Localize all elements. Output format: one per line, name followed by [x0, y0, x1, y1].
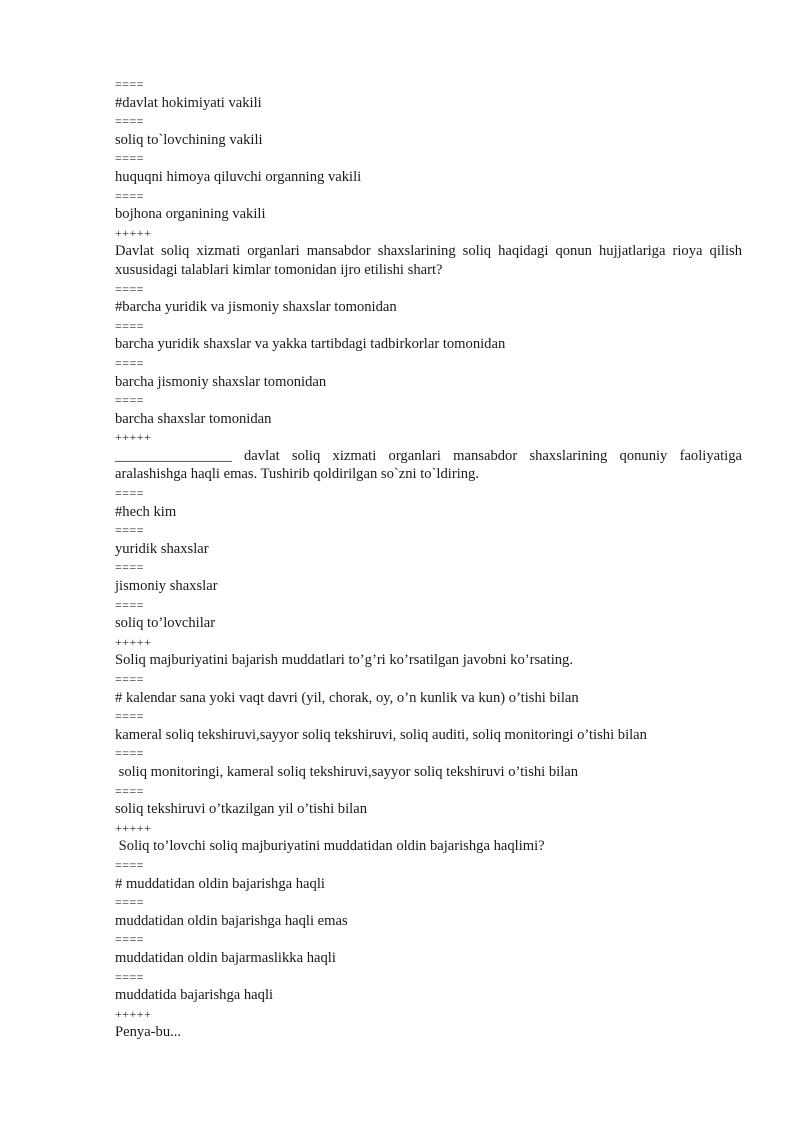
text-line: jismoniy shaxslar: [115, 578, 218, 595]
answer-separator: ====: [115, 560, 145, 575]
correct-answer-option: #hech kim: [115, 503, 177, 520]
text-line: yuridik shaxslar: [115, 540, 209, 557]
text-line: muddatida bajarishga haqli: [115, 987, 274, 1004]
answer-separator: ====: [115, 318, 145, 333]
text-line: soliq to`lovchining vakili: [115, 131, 263, 148]
answer-separator: ====: [115, 746, 145, 761]
answer-separator: ====: [115, 709, 145, 724]
answer-separator: ====: [115, 77, 145, 91]
answer-separator: ====: [115, 895, 145, 910]
answer-separator: ====: [115, 281, 145, 296]
question-separator: +++++: [115, 1006, 152, 1021]
question-separator: +++++: [115, 820, 152, 835]
text-line: Soliq to’lovchi soliq majburiyatini muddatidan oldin bajarishga haqlimi?: [115, 838, 545, 855]
answer-separator: ====: [115, 393, 145, 408]
answer-separator: ====: [115, 188, 145, 203]
answer-separator: ====: [115, 151, 145, 166]
answer-separator: ====: [115, 597, 145, 612]
question-text: Davlat soliq xizmati organlari mansabdor shaxslarining soliq haqidagi qonun hujjatlariga rioya qilish xususidagi talablari kimlar tomonidan ijro etilishi shart?: [115, 243, 746, 278]
answer-separator: ====: [115, 783, 145, 798]
correct-answer-option: # kalendar sana yoki vaqt davri (yil, chorak, oy, o’n kunlik va kun) o’tishi bilan: [115, 689, 579, 706]
answer-separator: ====: [115, 672, 145, 686]
answer-separator: ====: [115, 114, 145, 129]
answer-separator: ====: [115, 932, 145, 947]
answer-separator: ====: [115, 355, 145, 370]
question-separator: +++++: [115, 225, 152, 240]
text-line: soliq to’lovchilar: [115, 615, 216, 632]
answer-separator: ====: [115, 486, 145, 501]
document-page: [115, 75, 746, 1042]
answer-separator: ====: [115, 969, 145, 984]
text-line: kameral soliq tekshiruvi,sayyor soliq tekshiruvi, soliq auditi, soliq monitoringi o’tishi bilan: [115, 726, 647, 743]
correct-answer-option: #barcha yuridik va jismoniy shaxslar tomonidan: [115, 299, 397, 316]
question-separator: +++++: [115, 430, 152, 445]
answer-separator: ====: [115, 523, 145, 538]
text-line: bojhona organining vakili: [115, 206, 266, 223]
text-line: soliq monitoringi, kameral soliq tekshiruvi,sayyor soliq tekshiruvi o’tishi bilan: [115, 763, 579, 780]
text-line: barcha yuridik shaxslar va yakka tartibdagi tadbirkorlar tomonidan: [115, 336, 506, 353]
text-line: soliq tekshiruvi o’tkazilgan yil o’tishi bilan: [115, 801, 367, 818]
correct-answer-option: # muddatidan oldin bajarishga haqli: [115, 875, 325, 892]
correct-answer-option: #davlat hokimiyati vakili: [115, 94, 262, 111]
text-line: Soliq majburiyatini bajarish muddatlari to’g’ri ko’rsatilgan javobni ko’rsating.: [115, 652, 573, 669]
text-line: Penya-bu...: [115, 1024, 182, 1041]
text-line: muddatidan oldin bajarmaslikka haqli: [115, 949, 336, 966]
text-line: muddatidan oldin bajarishga haqli emas: [115, 912, 348, 929]
text-line: huquqni himoya qiluvchi organning vakili: [115, 168, 362, 185]
answer-separator: ====: [115, 857, 145, 872]
text-line: barcha jismoniy shaxslar tomonidan: [115, 373, 327, 390]
question-text: ________________ davlat soliq xizmati organlari mansabdor shaxslarining qonuniy faoliyatiga aralashishga haqli emas. Tushirib qoldirilgan so`zni to`ldiring.: [115, 447, 746, 483]
text-line: barcha shaxslar tomonidan: [115, 410, 272, 427]
question-separator: +++++: [115, 634, 152, 649]
